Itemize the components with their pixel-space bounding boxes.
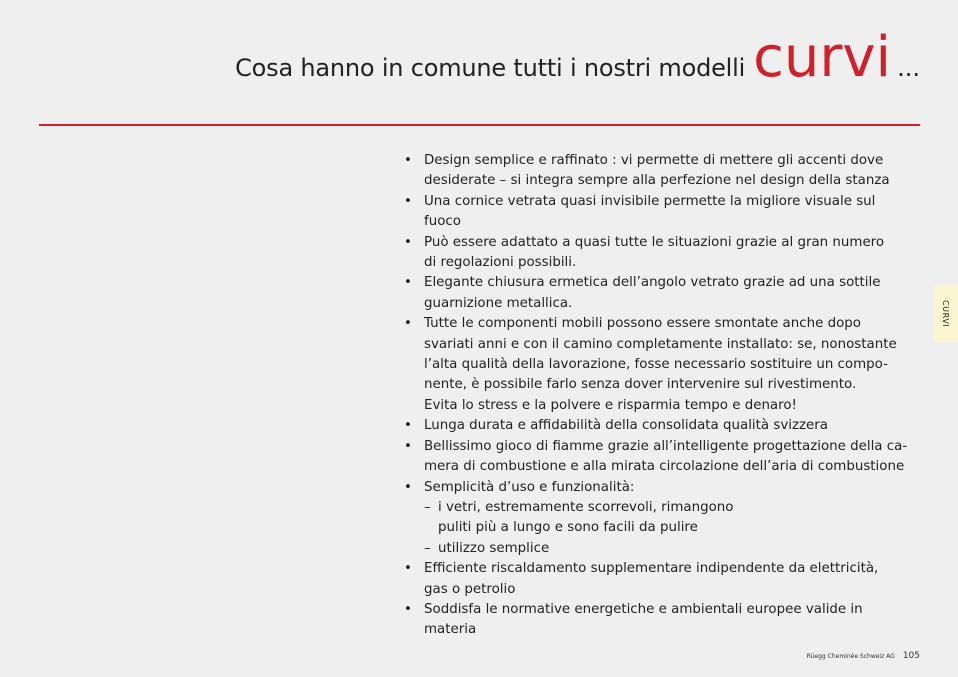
list-item-line: Evita lo stress e la polvere e risparmia tempo e denaro! xyxy=(424,397,797,413)
list-item-line: Semplicità d’uso e funzionalità: xyxy=(424,479,635,495)
list-item-line: Bellissimo gioco di fiamme grazie all’intelligente progettazione della ca- xyxy=(424,438,908,454)
list-item xyxy=(401,273,923,314)
title-suffix-text: ... xyxy=(897,54,920,82)
list-item-line: Elegante chiusura ermetica dell’angolo vetrato grazie ad una sottile xyxy=(424,275,881,291)
bullet-marker: • xyxy=(404,275,412,291)
list-item xyxy=(401,416,923,436)
side-tab xyxy=(933,286,958,342)
bullet-marker: • xyxy=(404,479,412,495)
bullet-marker: • xyxy=(404,193,412,209)
list-item-line: l’alta qualità della lavorazione, fosse necessario sostituire un compo- xyxy=(424,357,888,373)
list-item xyxy=(401,559,923,600)
page-title xyxy=(235,25,920,90)
bullet-marker: • xyxy=(404,153,412,168)
sub-list-item-line: utilizzo semplice xyxy=(438,540,550,556)
list-item-line: nente, è possibile farlo senza dover intervenire sul rivestimento. xyxy=(424,377,857,393)
bullet-marker: • xyxy=(404,316,412,332)
list-item xyxy=(401,437,923,478)
list-item xyxy=(401,600,923,641)
bullet-marker: • xyxy=(404,418,412,434)
list-item-line: fuoco xyxy=(424,214,461,230)
title-accent-text: curvi xyxy=(753,25,892,90)
page-number: 105 xyxy=(902,651,920,661)
title-divider xyxy=(39,124,920,126)
list-item-line: svariati anni e con il camino completamente installato: se, nonostante xyxy=(424,336,897,352)
bullet-marker: • xyxy=(404,438,412,454)
feature-list xyxy=(401,151,923,641)
list-item-line: Design semplice e raffinato : vi permette di mettere gli accenti dove xyxy=(424,153,884,168)
list-item xyxy=(401,192,923,233)
sub-list-item-line: puliti più a lungo e sono facili da pulire xyxy=(438,520,698,536)
list-item xyxy=(401,233,923,274)
list-item-line: Tutte le componenti mobili possono essere smontate anche dopo xyxy=(424,316,861,332)
sub-list-item xyxy=(424,498,923,539)
list-item-line: mera di combustione e alla mirata circolazione dell’aria di combustione xyxy=(424,459,905,475)
list-item-line: Una cornice vetrata quasi invisibile permette la migliore visuale sul xyxy=(424,193,876,209)
list-item-line: desiderate – si integra sempre alla perfezione nel design della stanza xyxy=(424,173,890,189)
bullet-marker: • xyxy=(404,561,412,577)
side-tab-label: CURVI xyxy=(941,300,950,328)
title-main-text: Cosa hanno in comune tutti i nostri modelli xyxy=(235,54,746,82)
footer-company: Rüegg Cheminée Schweiz AG xyxy=(806,653,895,660)
list-item xyxy=(401,478,923,560)
list-item-line: gas o petrolio xyxy=(424,581,516,597)
list-item-line: Può essere adattato a quasi tutte le situazioni grazie al gran numero xyxy=(424,234,885,250)
page-footer xyxy=(807,651,920,661)
list-item-line: materia xyxy=(424,622,477,638)
list-item xyxy=(401,314,923,416)
dash-marker: – xyxy=(424,540,431,556)
sub-list-item-line: i vetri, estremamente scorrevoli, rimangono xyxy=(438,499,734,515)
bullet-marker: • xyxy=(404,234,412,250)
dash-marker: – xyxy=(424,499,431,515)
list-item-line: Soddisfa le normative energetiche e ambientali europee valide in xyxy=(424,601,863,617)
list-item-line: Efficiente riscaldamento supplementare indipendente da elettricità, xyxy=(424,561,879,577)
list-item-line: guarnizione metallica. xyxy=(424,295,573,311)
bullet-marker: • xyxy=(404,601,412,617)
sub-list-item xyxy=(424,539,923,559)
list-item-line: Lunga durata e affidabilità della consolidata qualità svizzera xyxy=(424,418,828,434)
list-item-line: di regolazioni possibili. xyxy=(424,255,577,271)
list-item xyxy=(401,151,923,192)
